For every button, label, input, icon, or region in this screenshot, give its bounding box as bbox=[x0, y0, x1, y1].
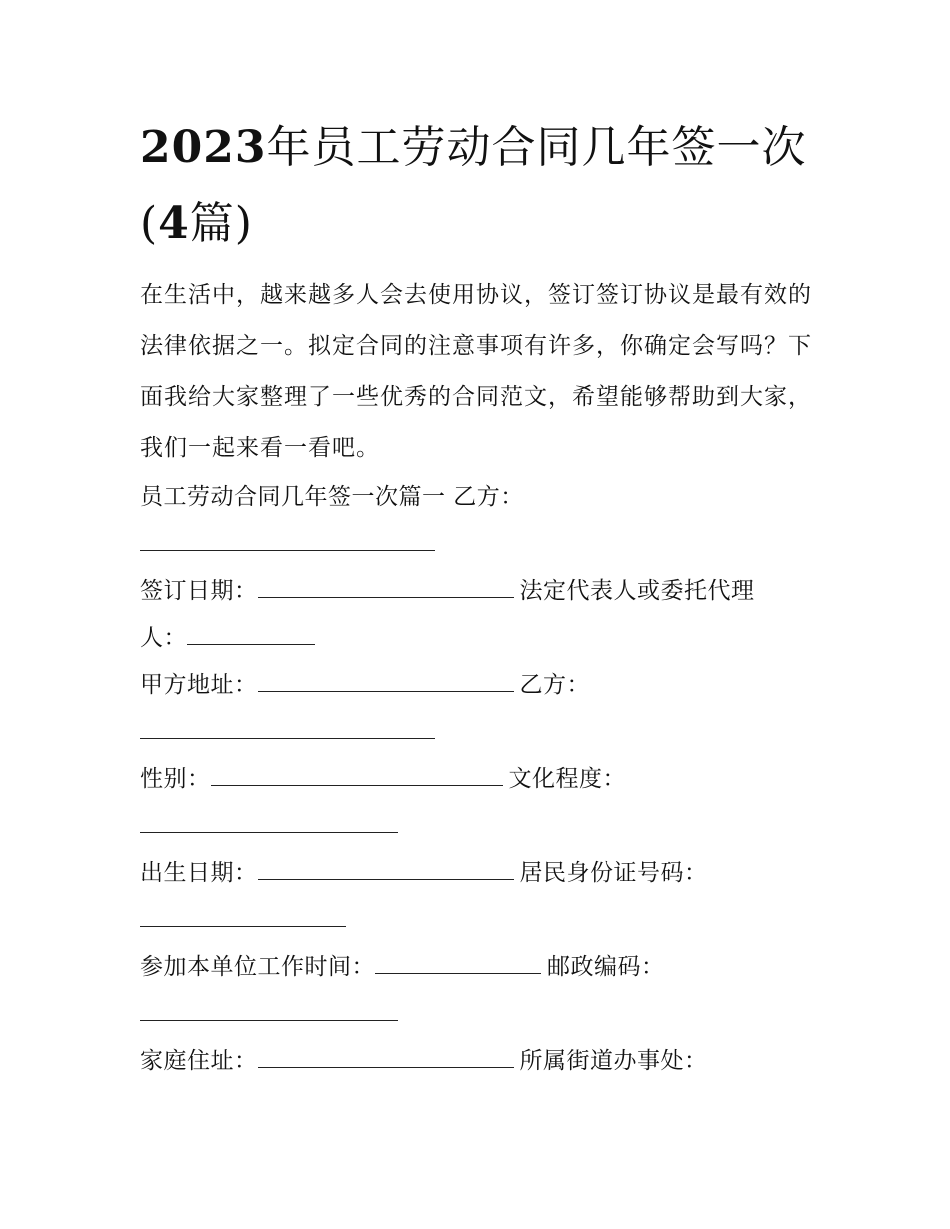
id-number-line bbox=[140, 897, 815, 944]
party-b-blank-line bbox=[140, 521, 815, 568]
sign-date-blank[interactable] bbox=[258, 573, 514, 598]
gender-label: 性别： bbox=[140, 766, 211, 792]
education-line bbox=[140, 803, 815, 850]
street-office-label: 所属街道办事处： bbox=[519, 1048, 708, 1074]
birth-date-line bbox=[140, 850, 815, 897]
postal-code-blank[interactable] bbox=[140, 996, 398, 1021]
party-a-address-line bbox=[140, 662, 815, 709]
legal-rep-label: 法定代表人或委托代理 bbox=[519, 578, 755, 604]
section-heading-text: 员工劳动合同几年签一次篇一 乙方： bbox=[140, 484, 524, 510]
section-heading bbox=[140, 474, 815, 521]
birth-date-blank[interactable] bbox=[258, 855, 514, 880]
party-b-name-blank[interactable] bbox=[140, 526, 435, 551]
education-label: 文化程度： bbox=[508, 766, 626, 792]
id-number-blank[interactable] bbox=[140, 902, 346, 927]
party-b-blank[interactable] bbox=[140, 714, 435, 739]
document-page bbox=[140, 110, 815, 1085]
home-address-blank[interactable] bbox=[258, 1043, 514, 1068]
join-time-blank[interactable] bbox=[375, 949, 541, 974]
home-address-line bbox=[140, 1038, 815, 1085]
legal-rep-blank[interactable] bbox=[187, 620, 315, 645]
document-title bbox=[140, 110, 815, 262]
postal-code-label: 邮政编码： bbox=[547, 954, 665, 980]
party-b-line bbox=[140, 709, 815, 756]
postal-code-line bbox=[140, 991, 815, 1038]
id-number-label: 居民身份证号码： bbox=[519, 860, 708, 886]
sign-date-line bbox=[140, 568, 815, 615]
intro-paragraph: 在生活中，越来越多人会去使用协议，签订签订协议是最有效的法律依据之一。拟定合同的注意事项有许多，你确定会写吗？下面我给大家整理了一些优秀的合同范文，希望能够帮助到大家，我们一起来看一看吧。 bbox=[140, 282, 812, 461]
legal-rep-label-cont: 人： bbox=[140, 625, 187, 651]
title-suffix: 篇) bbox=[189, 198, 253, 249]
party-a-address-label: 甲方地址： bbox=[140, 672, 258, 698]
title-count: 4 bbox=[158, 198, 190, 249]
party-a-address-blank[interactable] bbox=[258, 667, 514, 692]
join-time-label: 参加本单位工作时间： bbox=[140, 954, 375, 980]
title-year: 2023 bbox=[140, 122, 267, 173]
sign-date-label: 签订日期： bbox=[140, 578, 258, 604]
birth-date-label: 出生日期： bbox=[140, 860, 258, 886]
legal-rep-line bbox=[140, 615, 815, 662]
join-time-line bbox=[140, 944, 815, 991]
gender-blank[interactable] bbox=[211, 761, 503, 786]
title-text: 年员工劳动合同几年签一次( bbox=[140, 122, 807, 249]
home-address-label: 家庭住址： bbox=[140, 1048, 258, 1074]
education-blank[interactable] bbox=[140, 808, 398, 833]
gender-line bbox=[140, 756, 815, 803]
party-b-label: 乙方： bbox=[519, 672, 590, 698]
